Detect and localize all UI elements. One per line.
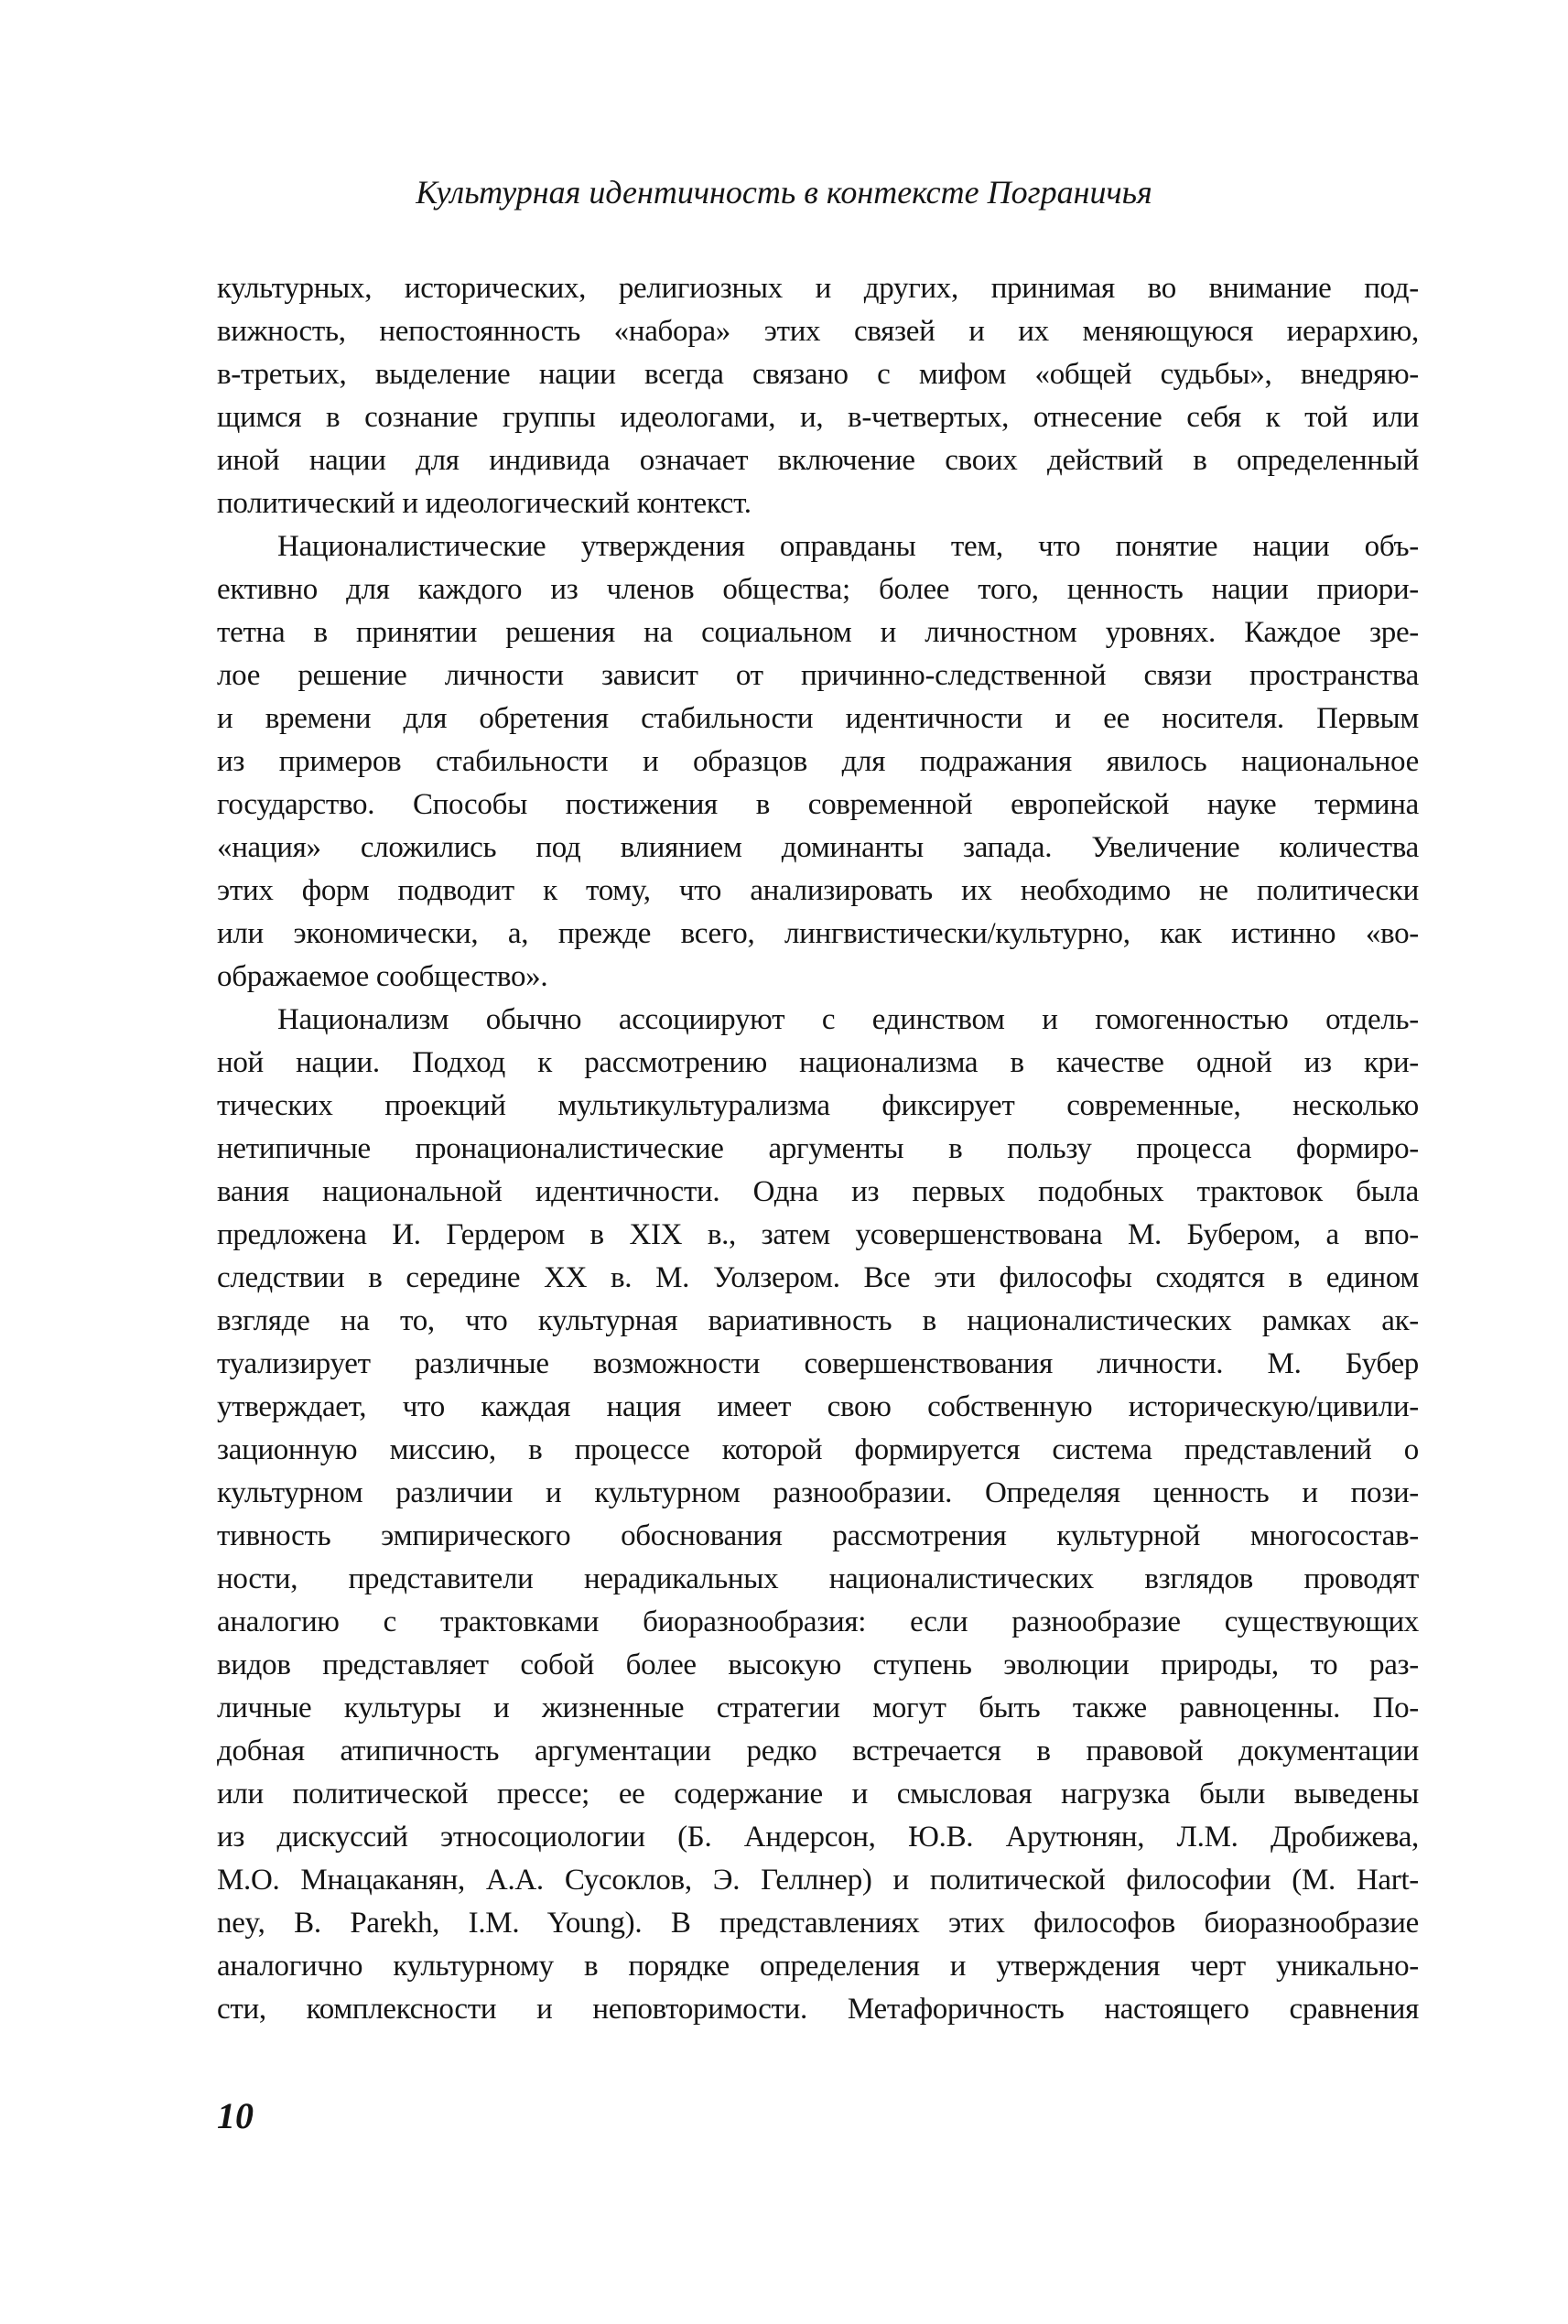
text-line: в-третьих, выделение нации всегда связано с мифом «общей судьбы», внедряю- <box>217 358 1419 391</box>
text-line: или политической прессе; ее содержание и смысловая нагрузка были выведены <box>217 1778 1419 1811</box>
text-line: лое решение личности зависит от причинно-следственной связи пространства <box>217 659 1419 692</box>
text-line: «нация» сложились под влиянием доминанты запада. Увеличение количества <box>217 831 1419 864</box>
text-line: предложена И. Гердером в XIX в., затем усовершенствована М. Бубером, а впо- <box>217 1218 1419 1251</box>
text-line: ной нации. Подход к рассмотрению национализма в качестве одной из кри- <box>217 1046 1419 1079</box>
text-line: иной нации для индивида означает включение своих действий в определенный <box>217 444 1419 477</box>
text-line: туализирует различные возможности совершенствования личности. М. Бубер <box>217 1347 1419 1380</box>
text-line: щимся в сознание группы идеологами, и, в-четвертых, отнесение себя к той или <box>217 401 1419 434</box>
text-line: тических проекций мультикультурализма фиксирует современные, несколько <box>217 1089 1419 1122</box>
text-line: личные культуры и жизненные стратегии могут быть также равноценны. По- <box>217 1692 1419 1724</box>
text-line: Националистические утверждения оправданы тем, что понятие нации объ- <box>277 530 1419 563</box>
text-line: или экономически, а, прежде всего, лингвистически/культурно, как истинно «во- <box>217 917 1419 950</box>
text-line: аналогию с трактовками биоразнообразия: если разнообразие существующих <box>217 1605 1419 1638</box>
text-line: ективно для каждого из членов общества; более того, ценность нации приори- <box>217 573 1419 606</box>
text-line: ности, представители нерадикальных националистических взглядов проводят <box>217 1562 1419 1595</box>
text-line: взгляде на то, что культурная вариативность в националистических рамках ак- <box>217 1304 1419 1337</box>
text-line: аналогично культурному в порядке определения и утверждения черт уникально- <box>217 1950 1419 1983</box>
text-line: добная атипичность аргументации редко встречается в правовой документации <box>217 1735 1419 1767</box>
text-line: видов представляет собой более высокую ступень эволюции природы, то раз- <box>217 1648 1419 1681</box>
text-line: утверждает, что каждая нация имеет свою собственную историческую/цивили- <box>217 1390 1419 1423</box>
text-line: политический и идеологический контекст. <box>217 487 752 520</box>
running-head: Культурная идентичность в контексте Пограничья <box>416 174 1152 211</box>
paragraph-1 <box>217 267 1419 525</box>
text-line: ney, B. Parekh, I.M. Young). В представлениях этих философов биоразнообразие <box>217 1907 1419 1940</box>
text-line: зационную миссию, в процессе которой формируется система представлений о <box>217 1433 1419 1466</box>
text-line: и времени для обретения стабильности идентичности и ее носителя. Первым <box>217 702 1419 735</box>
text-line: государство. Способы постижения в современной европейской науке термина <box>217 788 1419 821</box>
text-line: нетипичные пронационалистические аргументы в пользу процесса формиро- <box>217 1132 1419 1165</box>
body-text <box>217 267 1419 2031</box>
text-line: тивность эмпирического обоснования рассмотрения культурной многосостав- <box>217 1519 1419 1552</box>
text-line: Национализм обычно ассоциируют с единством и гомогенностью отдель- <box>277 1003 1419 1036</box>
text-line: культурных, исторических, религиозных и других, принимая во внимание под- <box>217 272 1419 305</box>
text-line: из дискуссий этносоциологии (Б. Андерсон, Ю.В. Арутюнян, Л.М. Дробижева, <box>217 1821 1419 1854</box>
page-number: 10 <box>217 2095 254 2136</box>
text-line: ображаемое сообщество». <box>217 960 548 993</box>
text-line: тетна в принятии решения на социальном и личностном уровнях. Каждое зре- <box>217 616 1419 649</box>
text-line: вижность, непостоянность «набора» этих связей и их меняющуюся иерархию, <box>217 315 1419 348</box>
text-line: этих форм подводит к тому, что анализировать их необходимо не политически <box>217 874 1419 907</box>
text-line: сти, комплексности и неповторимости. Метафоричность настоящего сравнения <box>217 1993 1419 2026</box>
text-line: М.О. Мнацаканян, А.А. Сусоклов, Э. Геллнер) и политической философии (M. Hart- <box>217 1864 1419 1897</box>
text-line: из примеров стабильности и образцов для подражания явилось национальное <box>217 745 1419 778</box>
text-line: вания национальной идентичности. Одна из первых подобных трактовок была <box>217 1175 1419 1208</box>
paragraph-3 <box>217 999 1419 2031</box>
text-line: следствии в середине XX в. М. Уолзером. Все эти философы сходятся в едином <box>217 1261 1419 1294</box>
paragraph-2 <box>217 525 1419 999</box>
text-line: культурном различии и культурном разнообразии. Определяя ценность и пози- <box>217 1476 1419 1509</box>
